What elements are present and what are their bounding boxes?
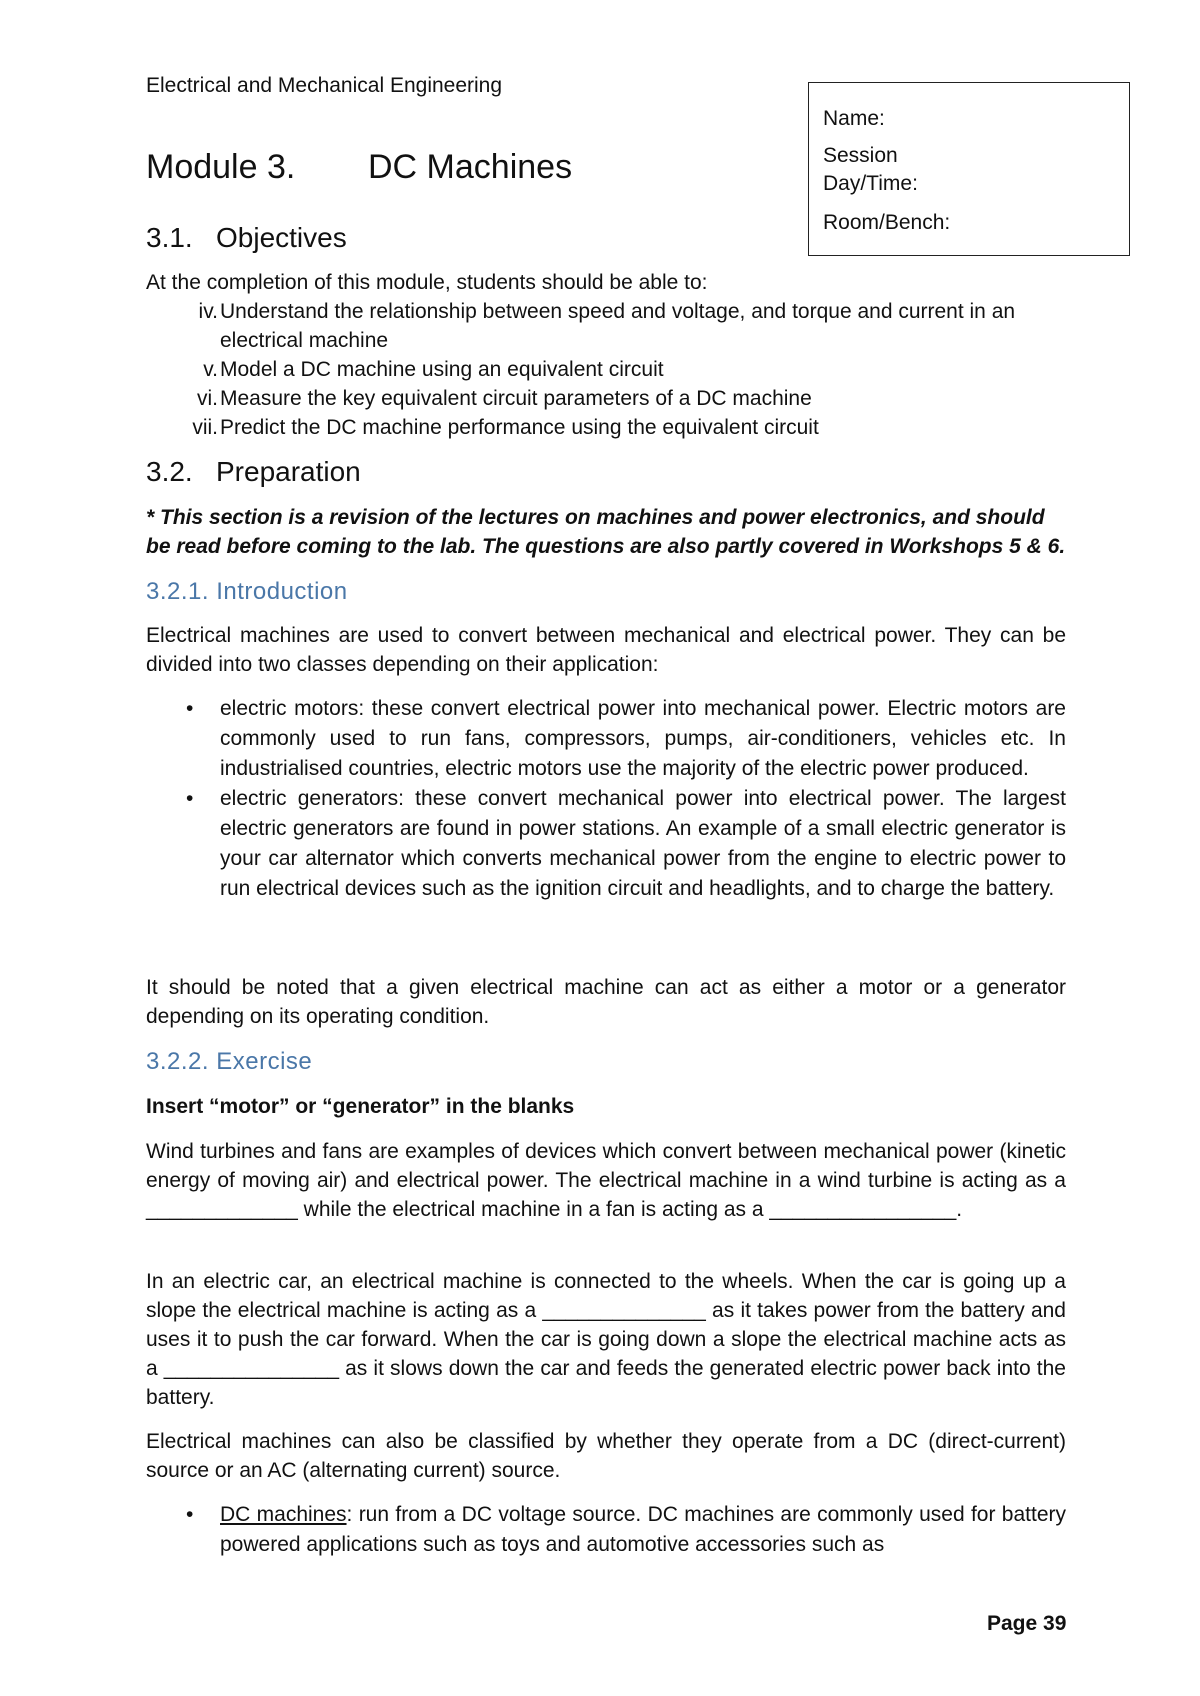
dc-machines-term: DC machines — [220, 1503, 347, 1526]
list-item: v. Model a DC machine using an equivalent circuit — [203, 358, 664, 381]
exercise-heading: 3.2.2. Exercise — [146, 1048, 313, 1075]
introduction-text: Electrical machines are used to convert between mechanical and electrical power. They can be divided into two classes depending on their application: — [146, 624, 1066, 676]
module-name: DC Machines — [368, 148, 573, 186]
list-item: • electric motors: these convert electrical power into mechanical power. Electric motors are commonly used to run fans, compressors, pumps, air-conditioners, vehicles etc. In industrialised countries, electric motors use the majority of the electric power produced. — [186, 697, 1066, 780]
department-header: Electrical and Mechanical Engineering — [146, 74, 503, 97]
objectives-intro: At the completion of this module, students should be able to: — [146, 271, 708, 294]
machine-types-list — [146, 694, 1066, 904]
page-number: Page 39 — [987, 1612, 1067, 1635]
module-number: Module 3. — [146, 148, 296, 186]
dc-ac-list — [146, 1500, 1066, 1560]
list-item: • DC machines: run from a DC voltage source. DC machines are commonly used for battery powered applications such as toys and automotive accessories such as — [186, 1503, 1066, 1556]
objectives-heading: 3.1. Objectives — [146, 222, 347, 253]
exercise-paragraph-1: Wind turbines and fans are examples of devices which convert between mechanical power (kinetic energy of moving air) and electrical power. The electrical machine in a wind turbine is acting as a _____________ while the electrical machine in a fan is acting as a ________________. — [146, 1140, 1066, 1221]
introduction-heading: 3.2.1. Introduction — [146, 578, 348, 605]
list-item: vi. Measure the key equivalent circuit parameters of a DC machine — [197, 387, 812, 410]
objectives-list — [146, 297, 1066, 442]
module-title — [146, 148, 572, 187]
preparation-heading: 3.2. Preparation — [146, 456, 361, 487]
exercise-instruction: Insert “motor” or “generator” in the blanks — [146, 1095, 575, 1118]
list-item: iv. Understand the relationship between speed and voltage, and torque and current in an electrical machine — [198, 300, 1016, 352]
classification-text: Electrical machines can also be classified by whether they operate from a DC (direct-current) source or an AC (alternating current) source. — [146, 1430, 1066, 1482]
list-item: vii. Predict the DC machine performance using the equivalent circuit — [192, 416, 819, 439]
preparation-note: * This section is a revision of the lectures on machines and power electronics, and should be read before coming to the lab. The questions are also partly covered in Workshops 5 & 6. — [146, 506, 1066, 558]
list-item: • electric generators: these convert mechanical power into electrical power. The largest electric generators are found in power stations. An example of a small electric generator is your car alternator which converts mechanical power from the engine to electric power to run electrical devices such as the ignition circuit and headlights, and to charge the battery. — [186, 787, 1066, 900]
session-label: Session Day/Time: — [823, 144, 918, 195]
room-label: Room/Bench: — [823, 210, 951, 234]
operating-condition-note: It should be noted that a given electrical machine can act as either a motor or a generator depending on its operating condition. — [146, 976, 1066, 1028]
student-info-box — [808, 82, 1130, 256]
exercise-paragraph-2: In an electric car, an electrical machine is connected to the wheels. When the car is going up a slope the electrical machine is acting as a ______________ as it takes power from the battery and uses it to push the car forward. When the car is going down a slope the electrical machine acts as a _______________ as it slows down the car and feeds the generated electric power back into the battery. — [146, 1270, 1066, 1409]
name-label: Name: — [823, 107, 885, 130]
